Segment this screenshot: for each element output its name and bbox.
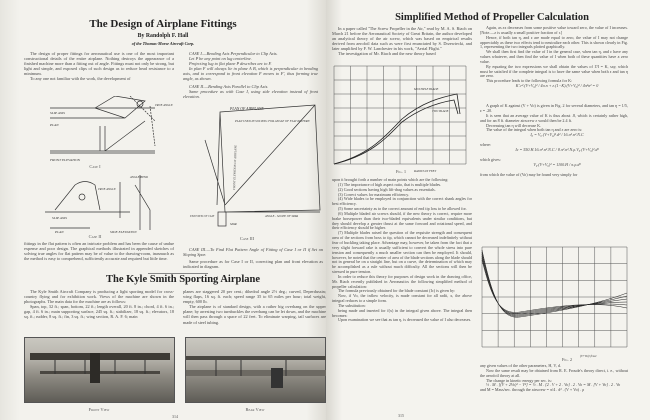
paragraph: fittings in the flat pattern is often an intricate problem and has been the cause of undue expense and poor design. The graphical methods illustrated in appended sketches of solving true angles for flat pattern may be of value to the drawing-room, inasmuch as the method is easy to comprehend, sufficiently accurate and required but little time. bbox=[24, 241, 174, 262]
paragraph: Hence, if both tan η, and ε are made equal to zero, the value of I may not change appreciably as these two effects tend to neutralize each other. This is shown clearly in Fig. 1, representing the two integrals plotted graphically. bbox=[480, 34, 628, 50]
fig-2-curve bbox=[482, 254, 627, 315]
paragraph: In plan F will always lie in plane A B, which is perpendicular to bending axis, and to correspond to front elevation F moves to F', thus forming true angle, as shown. bbox=[183, 66, 318, 82]
svg-text:ANGLE - SLOPE OF SPAR: ANGLE - SLOPE OF SPAR bbox=[265, 214, 299, 218]
formula-k: K′.r².(V+V₀)² / 4π.n + ε.(1−K).(V+V₀)² / 4π²n² = 0 bbox=[515, 83, 599, 89]
paragraph: We shall then first find the value of I in the general case, when tan η, and ε have any values whatever, and then find the value of I when both of these quantities have a zero value. bbox=[480, 49, 628, 64]
svg-text:PLAN OF AIRPLANE: PLAN OF AIRPLANE bbox=[230, 107, 264, 111]
fittings-col1 bbox=[24, 51, 174, 82]
paragraph: (3) Correct values for maximum efficiency. bbox=[338, 191, 410, 197]
right-page bbox=[326, 0, 650, 420]
paragraph: (2) Good sections having high lift-drag values as essentials. bbox=[338, 186, 436, 192]
svg-text:SPAR: SPAR bbox=[230, 222, 237, 226]
fig-2-xlabel: (V+Vo)² ft/sec bbox=[580, 354, 597, 358]
svg-text:TRUE ANGLE: TRUE ANGLE bbox=[155, 103, 173, 107]
paragraph: upon it brought forth a number of main points which are the following: bbox=[332, 177, 449, 182]
case-2-caption: Case II bbox=[88, 234, 102, 239]
biplane-front-image bbox=[25, 338, 176, 404]
grid bbox=[334, 66, 466, 164]
fig-1-caption: Fig. 1 bbox=[395, 169, 407, 174]
fig-1-chart bbox=[332, 64, 470, 179]
kyle-col2 bbox=[183, 289, 326, 325]
article-title-kyle-smith: The Kyle Smith Sporting Airplane bbox=[105, 274, 261, 285]
paragraph: The investigation of Mr. Riach and the new theory based bbox=[338, 51, 436, 57]
fig-1-label: MULTIPLE BLADE bbox=[414, 87, 439, 91]
fittings-col1b bbox=[24, 241, 174, 261]
page-number: 314 bbox=[172, 414, 178, 419]
case-3-caption: Case III bbox=[239, 236, 255, 241]
paragraph: The substitution: bbox=[338, 302, 366, 308]
paragraph: The airplane is of standard design, with a rather big overhang on the upper plane; by arresting two turnbuckles the overhang can be let down, and the machine will then pass through a space of 22 feet. To eliminate warping, tail surfaces are made of steel tubing. bbox=[183, 304, 326, 325]
article-title-propeller: Simplified Method of Propeller Calculation bbox=[395, 12, 589, 23]
fig-2-curve bbox=[482, 260, 627, 312]
fig-2-caption: Fig. 2 bbox=[561, 357, 573, 362]
paragraph: Same procedure as with Case I, using side elevation instead of front elevation. bbox=[183, 88, 318, 99]
paragraph: CASE III.—To Find Flat Pattern Angle of Fitting of Case I or II if Set on Sloping Spar. bbox=[183, 247, 323, 258]
paragraph: (1) The importance of high aspect ratio, that is multiple blades. bbox=[338, 181, 442, 187]
paragraph: where: bbox=[480, 142, 492, 148]
svg-text:FRONT ELEVATION: FRONT ELEVATION bbox=[50, 158, 80, 162]
fig-1-xlabel: RADIUS IN FEET bbox=[414, 169, 437, 173]
formula-v0: V₀.(V+V₀)² = 1100.H / π.ρ.d² bbox=[533, 161, 581, 167]
paragraph: Let P be any point on lug centerline. bbox=[189, 56, 252, 62]
case-3-diagram bbox=[185, 100, 325, 230]
rear-view-photo bbox=[185, 337, 326, 403]
formula-ic: Ic = 550.H.16.π².n².N.C / 8.π².n².N.ρ.V₀.(V+V₀)².d² bbox=[515, 147, 599, 153]
paragraph: Same procedure as for Case I or II, correcting plan and front elevation as indicated in diagram. bbox=[183, 259, 323, 270]
paragraph: The design of proper fittings for aeronautical use is one of the most important constructional details of the entire airplane. Nothing destroys the appearance of a finished machine more than a fitting out of angle. Fittings must not only be strong, but light and simple, and exposed clips of such design as to reduce head resistance to a minimum. bbox=[24, 51, 174, 77]
page-number: 315 bbox=[398, 413, 404, 418]
fittings-col2 bbox=[183, 51, 318, 99]
byline: By Randolph F. Hall bbox=[137, 33, 189, 39]
svg-text:ANGLE BEND: ANGLE BEND bbox=[130, 175, 149, 179]
case-1-diagram bbox=[45, 96, 175, 166]
paragraph: (4) Wide blades to be employed in conjunction with the correct shank angles for best efficiency. bbox=[332, 196, 472, 207]
paragraph: By equating the two expressions we shall obtain the values of I'/I = K, say, which must be satisfied if the complete integral is to have the same value when both ε and tan η are zero. bbox=[480, 63, 628, 79]
fig-2-curves bbox=[482, 250, 627, 317]
paragraph: (6) Multiple bladed air screws should, if the new theory is correct, require more brake horsepower than their two-bladed equivalents under similar conditions, but they should develop a greater thrust at the same forward and rotational speed, and their efficiency should be higher. bbox=[332, 210, 472, 231]
fittings-col2b bbox=[183, 247, 323, 269]
front-view-photo bbox=[24, 337, 175, 403]
propeller-col2b bbox=[480, 364, 628, 393]
propeller-col1 bbox=[332, 26, 472, 57]
fig-1-label: TWO BLADE bbox=[432, 109, 449, 113]
svg-text:FRONT ELEVATION OF AIRPLANE: FRONT ELEVATION OF AIRPLANE bbox=[232, 144, 238, 191]
paragraph: ½ . M . [(V + 2Vo)² − V²] = ½ . M . [2 . V + 2 . Vo] . 2 . Vo = M . [V + Vo] . 2 . Vo bbox=[486, 382, 621, 388]
paragraph: (7) Multiple blades raised the question of the requisite strength and consequent area of the sections from boss to tip, which cannot be decreased indefinitely without fear of buckling taking place. Advantage may, however, be taken from the fact that a very slight forward rake is usually sufficient to convert the whole stress into pure tension and consequently a much smaller section can then be employed. It should, however, be noted that the center of area of the blade sections along the blade should not in general be on a straight line, but on a curve, the determination of which may be accomplished as a rule without much difficulty. All the sections will then be stressed in pure tension. bbox=[332, 230, 472, 275]
paragraph: (5) Some uncertainty as to the correct amount of end tip loss to be allowed for. bbox=[338, 206, 467, 212]
case-2-diagram bbox=[40, 170, 160, 234]
article-title-fittings: The Design of Airplane Fittings bbox=[89, 18, 237, 30]
grid bbox=[482, 247, 627, 347]
paragraph: In order to reduce this theory for purposes of design work in the drawing office, Mr. Riach recently published in Aeronautics the following simplified method of propeller calculation: bbox=[332, 273, 472, 289]
propeller-col2 bbox=[480, 26, 628, 178]
biplane-rear-image bbox=[186, 338, 327, 404]
svg-text:PLAN USED IN SOLVING FOR ANGLE: PLAN USED IN SOLVING FOR ANGLE OF FLAT PATTERN bbox=[235, 119, 310, 123]
paragraph: from which the value of (Vo) may be found very simply for bbox=[480, 171, 578, 177]
paragraph: The Kyle Smith Aircraft Company is producing a light sporting model for cross-country flying and for exhibition work. Views of the machine are shown in the photographs. The main data for the machine are as follows: bbox=[24, 289, 174, 305]
paragraph: A graph of K against (V + Vo) is given in Fig. 2 for several diameters, and tan η = 1/5, ε = .20. bbox=[480, 103, 628, 113]
paragraph: Decreasing tan η will decrease K. bbox=[486, 122, 542, 128]
propeller-col1b bbox=[332, 178, 472, 323]
paragraph: In a paper called "The Screw Propeller in the Air," read by M. A. S. Riach on March 21 before the Aeronautical Society of Great Britain, the author developed an analytical theory of the air screw, which was based on empirical results derived from aerofoil data such as were first enunciated by S. Drzewiecki, and later amplified by F. W. Lanchester in his work, "Aerial Flight." bbox=[332, 26, 472, 52]
paragraph: Now, if Vo, the inflow velocity, is made constant for all radii, x, the above integral reduces to a simple form. bbox=[332, 293, 472, 304]
svg-text:END VIEW OF CLIP: END VIEW OF CLIP bbox=[190, 215, 215, 218]
paragraph: It is seen that an average value of K is thus about .8, which is certainly rather high, and for an 8 ft. diameter airscrew ε would then be 2.4 ft. bbox=[480, 112, 628, 123]
paragraph: CASE I.—Bending Axis Perpendicular to Clip Axis. bbox=[189, 51, 278, 56]
svg-text:PLAN: PLAN bbox=[50, 123, 59, 127]
paragraph: Again, as εx decreases from some positive value toward zero, the value of I increases. [Note.—ε is usually a small positive fraction of r.] bbox=[480, 25, 628, 35]
svg-text:SLIP AXIS: SLIP AXIS bbox=[52, 216, 67, 220]
paragraph: The value of the integral when both tan η and ε are zero is: bbox=[486, 127, 583, 133]
fig-2-curve bbox=[482, 256, 627, 314]
paragraph: The change in kinetic energy per sec. is: bbox=[486, 377, 552, 383]
paragraph: which gives: bbox=[480, 157, 501, 163]
paragraph: any given values of the other parameters, H, V, d. bbox=[480, 363, 561, 368]
svg-text:SLIP AXIS: SLIP AXIS bbox=[50, 111, 65, 115]
rear-view-caption: Rear View bbox=[245, 407, 265, 412]
paragraph: Span, top, 32 ft.; span, bottom, 22 ft.; length overall, 20 ft. 8 in.; chord, 4 ft. 6 in.; gap, 4 ft. 6 in.; main supporting surface, 245 sq. ft.; stabilizer, 18 sq. ft.; elevators, 18 sq. ft.; rudder, 8 sq. ft.; fin, 3 sq. ft.; wing section, R. A. F. 6; main bbox=[24, 304, 174, 320]
curve-multiple-blade bbox=[334, 94, 460, 164]
affiliation: of the Thomas-Morse Aircraft Corp. bbox=[131, 41, 195, 46]
paragraph: This procedure leads to the following formula for K: bbox=[486, 78, 573, 84]
svg-text:TRUE ANGLE: TRUE ANGLE bbox=[98, 187, 116, 191]
svg-text:PLAN: PLAN bbox=[55, 230, 64, 234]
fig-2-curve bbox=[482, 252, 627, 316]
paragraph: Now the same result may be obtained from R. E. Froude's theory direct, i. e., without the aerofoil theory at all. bbox=[480, 367, 628, 378]
formula-i: I₀ = V₀.(V+V₀)².d² / 16.π².n².N.C bbox=[530, 132, 584, 138]
paragraph: To any one not familiar with the work, the development of bbox=[30, 76, 131, 82]
paragraph: being made and inserted for f(x) in the integral given above. The integral then becomes: bbox=[332, 307, 472, 318]
paragraph: The formula previously obtained for the blade constant (Ic) is given by: bbox=[338, 288, 456, 294]
paragraph: Projecting lug to flat plane P describes arc to F. bbox=[189, 61, 272, 67]
kyle-col1 bbox=[24, 289, 174, 320]
paragraph: planes are staggered 20 per cent.; dihedral angle 2½ deg.; curved, Deperdussin; wing flaps, 16 sq. ft. each; speed range 35 to 65 miles per hour; total weight, empty, 600 lb. bbox=[183, 289, 326, 305]
fig-2-chart bbox=[480, 245, 630, 360]
svg-text:SIDE ELEVATION: SIDE ELEVATION bbox=[110, 230, 137, 234]
case-1-caption: Case I bbox=[89, 164, 101, 169]
paragraph: Upon examination we see that as tan η, is decreased the value of I also decreases. bbox=[338, 317, 472, 323]
paragraph: and M = Mass/sec. through the airscrew = π/4 . d² . (V + Vo) . ρ bbox=[480, 387, 585, 393]
front-view-caption: Front View bbox=[88, 407, 110, 412]
paragraph: CASE II.—Bending Axis Parallel to Clip Axis. bbox=[189, 83, 269, 89]
